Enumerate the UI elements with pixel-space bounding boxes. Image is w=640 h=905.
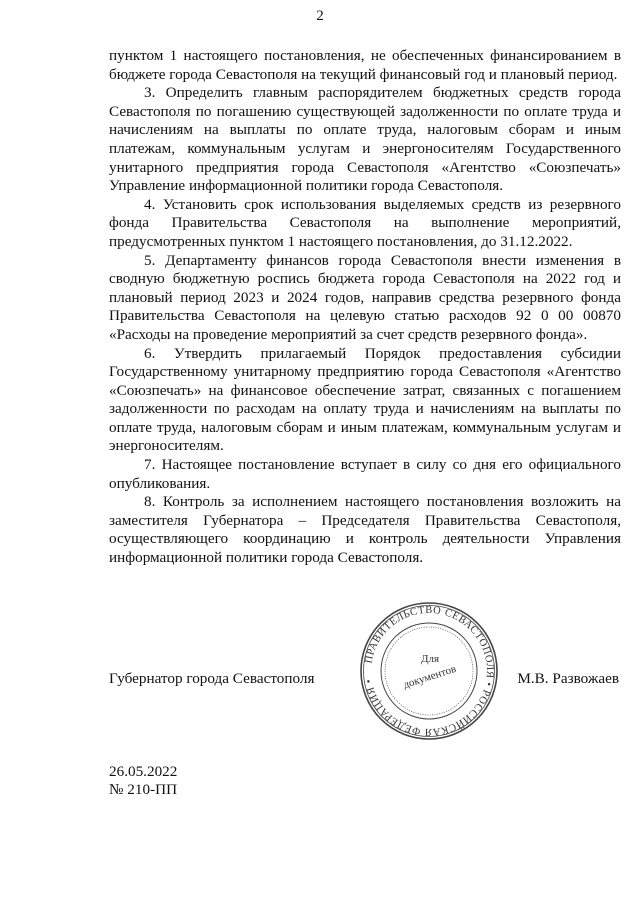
paragraph-continuation: пунктом 1 настоящего постановления, не обеспеченных финансированием в бюджете города Севастополя на текущий финансовый год и плановый период. [109, 47, 621, 83]
official-seal-stamp [358, 600, 500, 742]
paragraph-item-6: 6. Утвердить прилагаемый Порядок предоставления субсидии Государственному унитарному предприятию города Севастополя «Агентство «Союзпечать» на финансовое обеспечение затрат, связанных с погашением задолженности по расходам на оплату труда и начислениям на выплаты по оплате труда, налоговым сборам и иным платежам, коммунальным услугам и энергоносителям. [109, 344, 621, 455]
document-number: № 210-ПП [109, 781, 178, 798]
seal-outer-text: ПРАВИТЕЛЬСТВО СЕВАСТОПОЛЯ • РОССИЙСКАЯ ФЕДЕРАЦИЯ • [363, 604, 496, 738]
document-meta [109, 763, 177, 799]
paragraph-item-5: 5. Департаменту финансов города Севастополя внести изменения в сводную бюджетную роспись бюджета города Севастополя на 2022 год и плановый период 2023 и 2024 годов, направив средства резервного фонда Правительства Севастополя на целевую статью расходов 92 0 00 00870 «Расходы на проведение мероприятий за счет средств резервного фонда». [109, 251, 621, 343]
paragraph-item-3: 3. Определить главным распорядителем бюджетных средств города Севастополя по погашению существующей задолженности по оплате труда и начислениям на выплаты по оплате труда, налоговым сборам и иным платежам, коммунальным услугам и энергоносителям Государственного унитарного предприятия города Севастополя «Агентство «Союзпечать» Управление информационной политики города Севастополя. [109, 84, 621, 195]
page-number: 2 [316, 8, 324, 24]
signer-name: М.В. Развожаев [517, 670, 619, 687]
document-date: 26.05.2022 [109, 763, 178, 780]
seal-center-line1: Для [420, 653, 440, 665]
signer-title: Губернатор города Севастополя [109, 670, 315, 687]
seal-center-line2: документов [401, 662, 458, 692]
paragraph-item-8: 8. Контроль за исполнением настоящего постановления возложить на заместителя Губернатора – Председателя Правительства Севастополя, осуществляющего координацию и контроль деятельности Управления информационной политики города Севастополя. [109, 493, 621, 567]
paragraph-item-4: 4. Установить срок использования выделяемых средств из резервного фонда Правительства Севастополя на выполнение мероприятий, предусмотренных пунктом 1 настоящего постановления, до 31.12.2022. [109, 195, 621, 250]
paragraph-item-7: 7. Настоящее постановление вступает в силу со дня его официального опубликования. [109, 456, 621, 492]
document-body [109, 47, 621, 568]
